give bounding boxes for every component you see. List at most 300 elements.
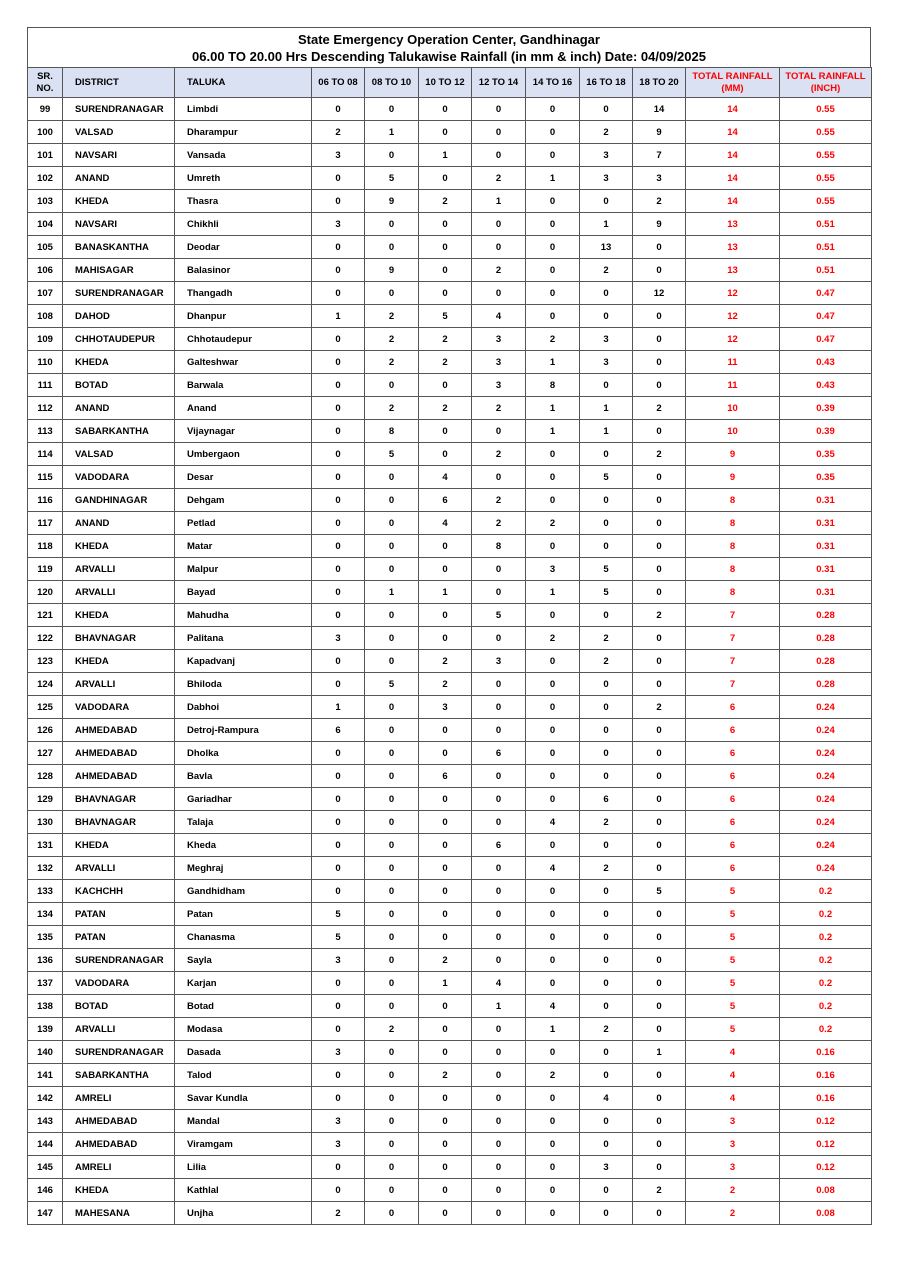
slot-value-cell: 0	[365, 604, 419, 627]
slot-value-cell: 0	[472, 811, 526, 834]
sr-no-cell: 109	[28, 328, 63, 351]
slot-value-cell: 1	[312, 305, 365, 328]
slot-value-cell: 4	[526, 811, 580, 834]
total-inch-cell: 0.08	[780, 1179, 872, 1202]
sr-no-cell: 123	[28, 650, 63, 673]
district-cell: KACHCHH	[63, 880, 175, 903]
slot-value-cell: 2	[633, 443, 686, 466]
sr-no-cell: 131	[28, 834, 63, 857]
table-row	[28, 1041, 872, 1064]
slot-value-cell: 6	[472, 742, 526, 765]
total-mm-cell: 3	[686, 1110, 780, 1133]
slot-value-cell: 2	[472, 397, 526, 420]
taluka-cell: Limbdi	[175, 98, 312, 121]
slot-value-cell: 5	[633, 880, 686, 903]
slot-value-cell: 0	[312, 397, 365, 420]
slot-value-cell: 0	[312, 581, 365, 604]
slot-value-cell: 6	[312, 719, 365, 742]
slot-value-cell: 0	[633, 765, 686, 788]
slot-value-cell: 0	[526, 949, 580, 972]
table-row	[28, 650, 872, 673]
slot-value-cell: 0	[580, 535, 633, 558]
taluka-cell: Dholka	[175, 742, 312, 765]
slot-value-cell: 0	[526, 236, 580, 259]
slot-value-cell: 0	[580, 673, 633, 696]
sr-no-cell: 115	[28, 466, 63, 489]
slot-value-cell: 14	[633, 98, 686, 121]
slot-value-cell: 2	[633, 190, 686, 213]
slot-value-cell: 0	[580, 374, 633, 397]
slot-value-cell: 0	[419, 535, 472, 558]
slot-value-cell: 3	[580, 328, 633, 351]
taluka-cell: Modasa	[175, 1018, 312, 1041]
slot-value-cell: 0	[580, 834, 633, 857]
slot-value-cell: 0	[365, 535, 419, 558]
slot-value-cell: 2	[526, 1064, 580, 1087]
total-inch-cell: 0.24	[780, 719, 872, 742]
slot-value-cell: 0	[526, 1087, 580, 1110]
total-inch-cell: 0.47	[780, 282, 872, 305]
sr-no-cell: 99	[28, 98, 63, 121]
slot-value-cell: 5	[312, 926, 365, 949]
district-cell: GANDHINAGAR	[63, 489, 175, 512]
slot-value-cell: 0	[365, 1133, 419, 1156]
taluka-cell: Malpur	[175, 558, 312, 581]
total-mm-cell: 8	[686, 581, 780, 604]
taluka-cell: Matar	[175, 535, 312, 558]
sr-no-cell: 105	[28, 236, 63, 259]
slot-value-cell: 0	[633, 328, 686, 351]
district-cell: ANAND	[63, 167, 175, 190]
header-slot: 18 TO 20	[633, 68, 686, 98]
slot-value-cell: 0	[419, 259, 472, 282]
slot-value-cell: 0	[472, 1087, 526, 1110]
slot-value-cell: 0	[526, 696, 580, 719]
slot-value-cell: 1	[526, 581, 580, 604]
slot-value-cell: 2	[633, 696, 686, 719]
slot-value-cell: 0	[312, 466, 365, 489]
slot-value-cell: 0	[419, 811, 472, 834]
slot-value-cell: 1	[526, 420, 580, 443]
slot-value-cell: 0	[365, 903, 419, 926]
slot-value-cell: 3	[580, 351, 633, 374]
sr-no-cell: 101	[28, 144, 63, 167]
slot-value-cell: 6	[472, 834, 526, 857]
header-slot: 14 TO 16	[526, 68, 580, 98]
slot-value-cell: 0	[472, 627, 526, 650]
slot-value-cell: 0	[365, 1110, 419, 1133]
slot-value-cell: 2	[419, 190, 472, 213]
slot-value-cell: 0	[419, 98, 472, 121]
slot-value-cell: 0	[580, 1064, 633, 1087]
total-mm-cell: 14	[686, 98, 780, 121]
slot-value-cell: 3	[312, 1110, 365, 1133]
slot-value-cell: 0	[633, 305, 686, 328]
slot-value-cell: 2	[472, 259, 526, 282]
header-sr-no	[28, 68, 63, 98]
slot-value-cell: 0	[472, 420, 526, 443]
slot-value-cell: 0	[633, 1202, 686, 1225]
slot-value-cell: 0	[633, 535, 686, 558]
slot-value-cell: 0	[472, 1179, 526, 1202]
total-inch-cell: 0.08	[780, 1202, 872, 1225]
slot-value-cell: 2	[526, 328, 580, 351]
table-row	[28, 1087, 872, 1110]
slot-value-cell: 1	[580, 213, 633, 236]
sr-no-cell: 117	[28, 512, 63, 535]
slot-value-cell: 0	[633, 1110, 686, 1133]
slot-value-cell: 2	[365, 397, 419, 420]
slot-value-cell: 0	[365, 282, 419, 305]
table-row	[28, 213, 872, 236]
sr-no-cell: 126	[28, 719, 63, 742]
slot-value-cell: 0	[419, 167, 472, 190]
slot-value-cell: 0	[526, 282, 580, 305]
slot-value-cell: 0	[526, 650, 580, 673]
slot-value-cell: 0	[472, 282, 526, 305]
taluka-cell: Savar Kundla	[175, 1087, 312, 1110]
slot-value-cell: 2	[633, 604, 686, 627]
slot-value-cell: 0	[472, 1018, 526, 1041]
table-row	[28, 259, 872, 282]
slot-value-cell: 0	[580, 1110, 633, 1133]
slot-value-cell: 0	[526, 144, 580, 167]
taluka-cell: Deodar	[175, 236, 312, 259]
slot-value-cell: 1	[365, 581, 419, 604]
district-cell: ANAND	[63, 397, 175, 420]
district-cell: BHAVNAGAR	[63, 627, 175, 650]
slot-value-cell: 0	[526, 972, 580, 995]
total-mm-cell: 6	[686, 765, 780, 788]
slot-value-cell: 0	[633, 995, 686, 1018]
slot-value-cell: 7	[633, 144, 686, 167]
district-cell: BOTAD	[63, 374, 175, 397]
slot-value-cell: 0	[312, 420, 365, 443]
slot-value-cell: 0	[365, 1064, 419, 1087]
total-mm-cell: 7	[686, 604, 780, 627]
slot-value-cell: 4	[580, 1087, 633, 1110]
slot-value-cell: 2	[472, 167, 526, 190]
total-inch-cell: 0.16	[780, 1064, 872, 1087]
district-cell: ARVALLI	[63, 1018, 175, 1041]
slot-value-cell: 0	[580, 512, 633, 535]
slot-value-cell: 3	[580, 167, 633, 190]
sr-no-cell: 118	[28, 535, 63, 558]
slot-value-cell: 0	[365, 1087, 419, 1110]
total-inch-cell: 0.24	[780, 857, 872, 880]
district-cell: BOTAD	[63, 995, 175, 1018]
slot-value-cell: 0	[472, 1156, 526, 1179]
slot-value-cell: 2	[419, 949, 472, 972]
total-inch-cell: 0.55	[780, 144, 872, 167]
slot-value-cell: 0	[312, 995, 365, 1018]
slot-value-cell: 2	[580, 1018, 633, 1041]
taluka-cell: Bhiloda	[175, 673, 312, 696]
sr-no-cell: 107	[28, 282, 63, 305]
slot-value-cell: 0	[472, 121, 526, 144]
table-row	[28, 466, 872, 489]
slot-value-cell: 0	[365, 650, 419, 673]
header-total-mm	[686, 68, 780, 98]
slot-value-cell: 0	[526, 834, 580, 857]
slot-value-cell: 1	[526, 351, 580, 374]
total-mm-cell: 10	[686, 397, 780, 420]
slot-value-cell: 0	[472, 144, 526, 167]
sr-no-cell: 110	[28, 351, 63, 374]
slot-value-cell: 0	[526, 765, 580, 788]
table-row	[28, 673, 872, 696]
slot-value-cell: 4	[472, 305, 526, 328]
slot-value-cell: 0	[419, 1133, 472, 1156]
slot-value-cell: 0	[312, 604, 365, 627]
header-total-inch	[780, 68, 872, 98]
table-row	[28, 972, 872, 995]
total-inch-cell: 0.24	[780, 696, 872, 719]
slot-value-cell: 5	[580, 581, 633, 604]
slot-value-cell: 0	[419, 121, 472, 144]
slot-value-cell: 0	[365, 236, 419, 259]
total-mm-cell: 14	[686, 121, 780, 144]
total-mm-cell: 5	[686, 949, 780, 972]
taluka-cell: Chhotaudepur	[175, 328, 312, 351]
slot-value-cell: 2	[580, 627, 633, 650]
slot-value-cell: 0	[633, 788, 686, 811]
slot-value-cell: 0	[312, 98, 365, 121]
total-mm-cell: 14	[686, 190, 780, 213]
slot-value-cell: 0	[312, 236, 365, 259]
sr-no-cell: 142	[28, 1087, 63, 1110]
total-inch-cell: 0.31	[780, 581, 872, 604]
slot-value-cell: 0	[633, 489, 686, 512]
slot-value-cell: 0	[472, 1133, 526, 1156]
header-slot: 08 TO 10	[365, 68, 419, 98]
slot-value-cell: 9	[633, 213, 686, 236]
slot-value-cell: 0	[472, 236, 526, 259]
table-row	[28, 742, 872, 765]
slot-value-cell: 0	[365, 995, 419, 1018]
header-slot: 16 TO 18	[580, 68, 633, 98]
total-inch-cell: 0.28	[780, 673, 872, 696]
slot-value-cell: 2	[526, 512, 580, 535]
table-row	[28, 558, 872, 581]
slot-value-cell: 0	[419, 857, 472, 880]
taluka-cell: Mahudha	[175, 604, 312, 627]
slot-value-cell: 0	[312, 443, 365, 466]
table-row	[28, 765, 872, 788]
slot-value-cell: 0	[526, 535, 580, 558]
slot-value-cell: 0	[526, 1179, 580, 1202]
taluka-cell: Palitana	[175, 627, 312, 650]
slot-value-cell: 0	[312, 1087, 365, 1110]
slot-value-cell: 2	[419, 397, 472, 420]
slot-value-cell: 2	[580, 650, 633, 673]
taluka-cell: Gariadhar	[175, 788, 312, 811]
slot-value-cell: 5	[365, 167, 419, 190]
total-inch-cell: 0.47	[780, 305, 872, 328]
slot-value-cell: 0	[312, 1179, 365, 1202]
total-mm-cell: 13	[686, 236, 780, 259]
slot-value-cell: 0	[312, 1156, 365, 1179]
slot-value-cell: 0	[580, 190, 633, 213]
slot-value-cell: 0	[312, 1018, 365, 1041]
table-row	[28, 328, 872, 351]
slot-value-cell: 0	[312, 351, 365, 374]
slot-value-cell: 0	[633, 673, 686, 696]
slot-value-cell: 3	[472, 650, 526, 673]
district-cell: BHAVNAGAR	[63, 811, 175, 834]
slot-value-cell: 0	[472, 1064, 526, 1087]
slot-value-cell: 0	[526, 880, 580, 903]
slot-value-cell: 0	[472, 949, 526, 972]
slot-value-cell: 0	[472, 558, 526, 581]
slot-value-cell: 0	[580, 443, 633, 466]
slot-value-cell: 0	[312, 535, 365, 558]
total-inch-cell: 0.55	[780, 167, 872, 190]
total-mm-cell: 6	[686, 696, 780, 719]
taluka-cell: Desar	[175, 466, 312, 489]
slot-value-cell: 1	[526, 397, 580, 420]
total-mm-cell: 6	[686, 742, 780, 765]
slot-value-cell: 0	[472, 1202, 526, 1225]
taluka-cell: Thasra	[175, 190, 312, 213]
slot-value-cell: 0	[580, 98, 633, 121]
slot-value-cell: 3	[580, 1156, 633, 1179]
total-inch-cell: 0.2	[780, 1018, 872, 1041]
slot-value-cell: 8	[472, 535, 526, 558]
total-inch-cell: 0.31	[780, 489, 872, 512]
sr-no-cell: 114	[28, 443, 63, 466]
slot-value-cell: 0	[419, 788, 472, 811]
slot-value-cell: 0	[472, 857, 526, 880]
total-mm-cell: 12	[686, 328, 780, 351]
total-mm-cell: 3	[686, 1156, 780, 1179]
district-cell: MAHISAGAR	[63, 259, 175, 282]
slot-value-cell: 0	[633, 466, 686, 489]
table-row	[28, 489, 872, 512]
slot-value-cell: 0	[526, 466, 580, 489]
district-cell: KHEDA	[63, 535, 175, 558]
slot-value-cell: 0	[633, 374, 686, 397]
district-cell: SABARKANTHA	[63, 1064, 175, 1087]
total-inch-cell: 0.35	[780, 466, 872, 489]
sr-no-cell: 112	[28, 397, 63, 420]
table-row	[28, 98, 872, 121]
total-mm-cell: 8	[686, 512, 780, 535]
taluka-cell: Lilia	[175, 1156, 312, 1179]
slot-value-cell: 1	[633, 1041, 686, 1064]
taluka-cell: Dehgam	[175, 489, 312, 512]
sr-no-cell: 136	[28, 949, 63, 972]
report-title: State Emergency Operation Center, Gandhinagar	[298, 32, 600, 47]
slot-value-cell: 0	[312, 673, 365, 696]
taluka-cell: Chanasma	[175, 926, 312, 949]
taluka-cell: Kheda	[175, 834, 312, 857]
taluka-cell: Bavla	[175, 765, 312, 788]
sr-no-cell: 129	[28, 788, 63, 811]
sr-no-cell: 132	[28, 857, 63, 880]
slot-value-cell: 0	[633, 581, 686, 604]
slot-value-cell: 13	[580, 236, 633, 259]
total-inch-cell: 0.31	[780, 558, 872, 581]
slot-value-cell: 9	[633, 121, 686, 144]
district-cell: MAHESANA	[63, 1202, 175, 1225]
slot-value-cell: 5	[472, 604, 526, 627]
slot-value-cell: 0	[633, 1087, 686, 1110]
slot-value-cell: 0	[419, 1110, 472, 1133]
slot-value-cell: 0	[526, 788, 580, 811]
sr-no-cell: 122	[28, 627, 63, 650]
slot-value-cell: 2	[633, 1179, 686, 1202]
total-inch-cell: 0.24	[780, 742, 872, 765]
taluka-cell: Botad	[175, 995, 312, 1018]
slot-value-cell: 0	[580, 742, 633, 765]
slot-value-cell: 0	[419, 213, 472, 236]
slot-value-cell: 0	[580, 765, 633, 788]
table-row	[28, 121, 872, 144]
slot-value-cell: 0	[419, 1156, 472, 1179]
taluka-cell: Dasada	[175, 1041, 312, 1064]
total-mm-cell: 6	[686, 811, 780, 834]
slot-value-cell: 1	[312, 696, 365, 719]
slot-value-cell: 0	[472, 880, 526, 903]
table-row	[28, 627, 872, 650]
slot-value-cell: 0	[526, 1133, 580, 1156]
taluka-cell: Viramgam	[175, 1133, 312, 1156]
rainfall-table	[27, 67, 872, 1225]
table-row	[28, 903, 872, 926]
slot-value-cell: 0	[472, 1110, 526, 1133]
total-inch-cell: 0.2	[780, 903, 872, 926]
taluka-cell: Dhanpur	[175, 305, 312, 328]
slot-value-cell: 0	[419, 1202, 472, 1225]
sr-no-cell: 111	[28, 374, 63, 397]
slot-value-cell: 0	[472, 213, 526, 236]
slot-value-cell: 0	[633, 972, 686, 995]
district-cell: KHEDA	[63, 834, 175, 857]
slot-value-cell: 0	[633, 512, 686, 535]
sr-no-cell: 116	[28, 489, 63, 512]
slot-value-cell: 5	[365, 443, 419, 466]
slot-value-cell: 5	[365, 673, 419, 696]
rainfall-report	[27, 27, 871, 1225]
slot-value-cell: 0	[633, 949, 686, 972]
slot-value-cell: 0	[526, 903, 580, 926]
taluka-cell: Anand	[175, 397, 312, 420]
slot-value-cell: 0	[312, 650, 365, 673]
sr-no-cell: 138	[28, 995, 63, 1018]
table-row	[28, 236, 872, 259]
sr-no-cell: 120	[28, 581, 63, 604]
total-mm-cell: 2	[686, 1179, 780, 1202]
total-mm-cell: 10	[686, 420, 780, 443]
slot-value-cell: 0	[312, 512, 365, 535]
slot-value-cell: 0	[365, 972, 419, 995]
total-mm-cell: 5	[686, 995, 780, 1018]
total-mm-cell: 8	[686, 535, 780, 558]
header-total-inch-unit: (INCH)	[810, 82, 841, 94]
sr-no-cell: 127	[28, 742, 63, 765]
slot-value-cell: 0	[365, 1202, 419, 1225]
taluka-cell: Talod	[175, 1064, 312, 1087]
taluka-cell: Petlad	[175, 512, 312, 535]
taluka-cell: Patan	[175, 903, 312, 926]
total-inch-cell: 0.24	[780, 788, 872, 811]
table-row	[28, 995, 872, 1018]
sr-no-cell: 146	[28, 1179, 63, 1202]
district-cell: NAVSARI	[63, 144, 175, 167]
total-mm-cell: 6	[686, 857, 780, 880]
slot-value-cell: 0	[419, 282, 472, 305]
